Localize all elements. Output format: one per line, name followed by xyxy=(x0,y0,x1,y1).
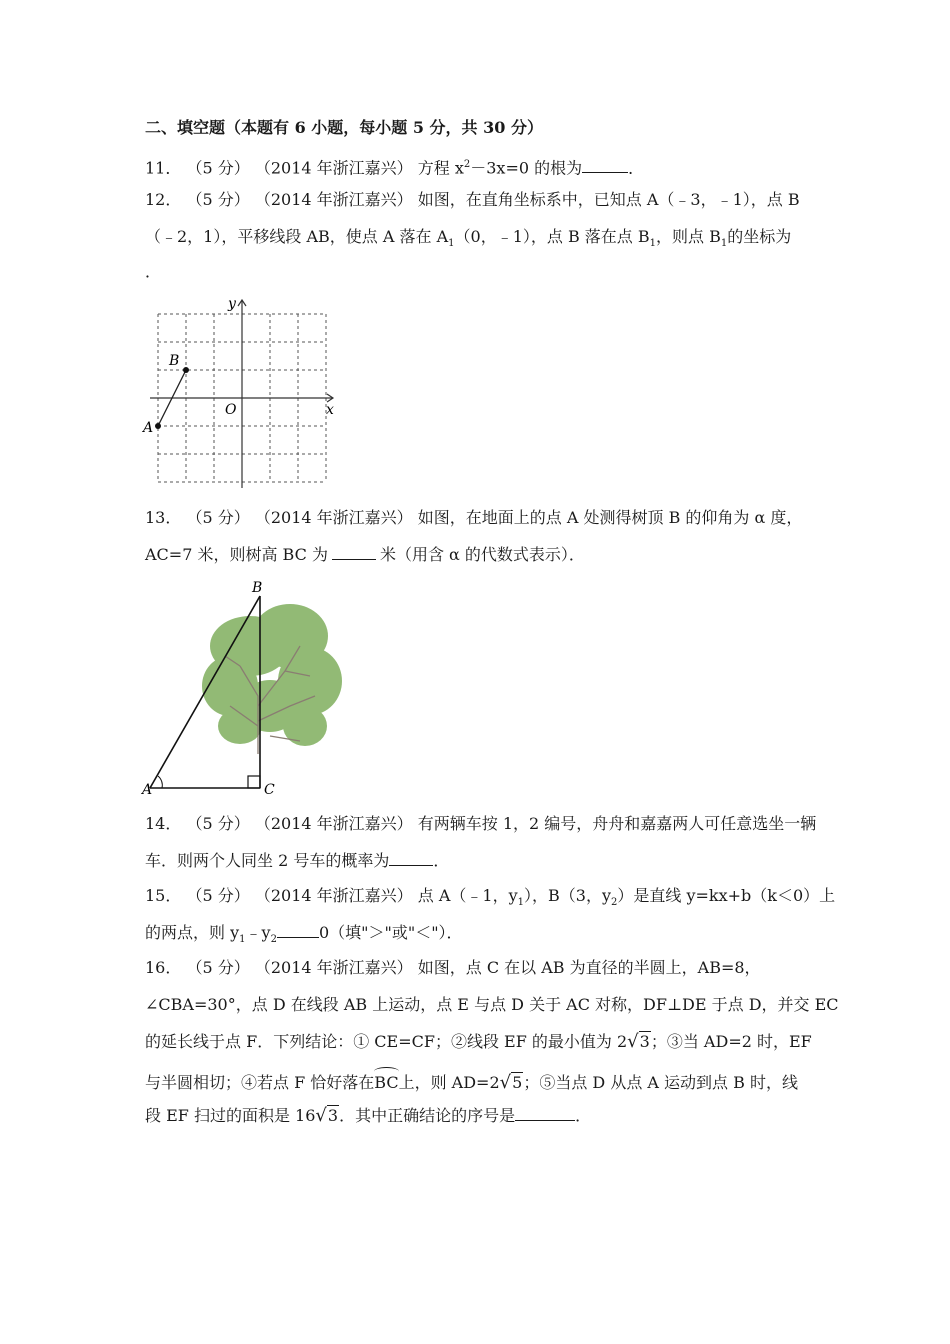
q14-number: 14． xyxy=(145,814,182,833)
q12-text-3: ． xyxy=(145,262,162,281)
q12-text-1: 如图，在直角坐标系中，已知点 A（﹣3，﹣1），点 B xyxy=(417,190,800,209)
q12-number: 12． xyxy=(145,190,182,209)
q15-text-2a: 的两点，则 y xyxy=(145,923,240,942)
q14-answer-blank[interactable] xyxy=(389,851,433,866)
q11-exponent: 2 xyxy=(463,159,471,170)
q15-text-2c: 0（填"＞"或"＜"）． xyxy=(318,923,463,942)
sqrt-3-a: √3 xyxy=(627,1031,650,1052)
q15-number: 15． xyxy=(145,886,182,905)
q12-sub-2: 1 xyxy=(649,238,657,250)
q13-number: 13． xyxy=(145,508,182,527)
q12-text-2b: （0，﹣1），点 B 落在点 B xyxy=(454,227,650,246)
q16-text-3b: ；③当 AD=2 时，EF xyxy=(650,1032,812,1051)
q15-text-1b: ），B（3，y xyxy=(524,886,611,905)
q15-score: （5 分） xyxy=(186,886,250,905)
q16-number: 16． xyxy=(145,958,182,977)
label-b: B xyxy=(169,353,180,369)
q13-tree-figure xyxy=(140,576,380,798)
question-15-line-1 xyxy=(145,886,835,913)
q11-text-b: －3x=0 的根为 xyxy=(470,158,583,178)
q11-number: 11． xyxy=(145,158,182,178)
arc-bc: BC xyxy=(374,1069,398,1093)
sqrt-3-b: √3 xyxy=(315,1105,339,1126)
label-y: y xyxy=(228,296,236,312)
q15-sub-3: 1 xyxy=(239,934,246,946)
q12-coordinate-figure xyxy=(140,292,350,492)
label-x: x xyxy=(326,402,334,418)
q16-text-5b: ．其中正确结论的序号是 xyxy=(339,1106,516,1125)
question-13-line-1 xyxy=(145,508,802,528)
q16-score: （5 分） xyxy=(186,958,250,977)
q13-text-2a: AC=7 米，则树高 BC 为 xyxy=(145,545,328,564)
q14-text-1: 有两辆车按 1，2 编号，舟舟和嘉嘉两人可任意选坐一辆 xyxy=(417,814,817,833)
label-b: B xyxy=(252,580,263,596)
q15-sub-4: 2 xyxy=(270,934,277,946)
question-11 xyxy=(145,155,644,178)
question-12-line-1 xyxy=(145,190,800,210)
q13-score: （5 分） xyxy=(186,508,250,527)
sqrt-5: √5 xyxy=(499,1072,523,1093)
question-14-line-1 xyxy=(145,814,816,834)
question-14-line-2 xyxy=(145,851,449,871)
q16-text-4a: 与半圆相切；④若点 F 恰好落在 xyxy=(145,1073,375,1092)
question-16-line-2 xyxy=(145,995,839,1015)
q14-source: （2014 年浙江嘉兴） xyxy=(254,814,413,833)
label-origin: O xyxy=(225,402,237,418)
q16-text-4c: ；⑤当点 D 从点 A 运动到点 B 时，线 xyxy=(523,1073,798,1092)
q16-text-5a: 段 EF 扫过的面积是 16 xyxy=(145,1106,316,1125)
question-15-line-2 xyxy=(145,923,463,950)
q16-text-4b: 上，则 AD=2 xyxy=(398,1073,500,1092)
q13-text-1: 如图，在地面上的点 A 处测得树顶 B 的仰角为 α 度， xyxy=(417,508,803,527)
q14-text-2a: 车．则两个人同坐 2 号车的概率为 xyxy=(145,851,390,870)
q12-text-2c: ，则点 B xyxy=(656,227,721,246)
question-16-line-5 xyxy=(145,1106,591,1126)
q16-text-2: ∠CBA=30°，点 D 在线段 AB 上运动，点 E 与点 D 关于 AC 对称，DF⊥DE 于点 D，并交 EC xyxy=(145,995,839,1014)
label-a: A xyxy=(143,420,154,436)
question-12-line-3 xyxy=(145,262,161,282)
label-a: A xyxy=(142,782,153,798)
q11-source: （2014 年浙江嘉兴） xyxy=(254,158,413,178)
q11-answer-blank[interactable] xyxy=(582,158,628,173)
q12-score: （5 分） xyxy=(186,190,250,209)
tree-foliage-illustration xyxy=(202,604,342,746)
q16-text-3a: 的延长线于点 F．下列结论：① CE=CF；②线段 EF 的最小值为 2 xyxy=(145,1032,628,1051)
q15-sub-2: 2 xyxy=(610,897,618,909)
label-c: C xyxy=(264,782,275,798)
q16-source: （2014 年浙江嘉兴） xyxy=(254,958,413,977)
q16-answer-blank[interactable] xyxy=(515,1106,575,1121)
point-b xyxy=(183,367,189,373)
question-16-line-4 xyxy=(145,1069,798,1093)
q13-source: （2014 年浙江嘉兴） xyxy=(254,508,413,527)
axes xyxy=(150,300,333,488)
q15-sub-1: 1 xyxy=(517,897,524,909)
q15-text-1c: ）是直线 y=kx+b（k＜0）上 xyxy=(617,886,836,905)
q11-text: 方程 x xyxy=(417,158,464,178)
question-16-line-3 xyxy=(145,1032,812,1052)
q15-text-1a: 点 A（﹣1，y xyxy=(417,886,518,905)
q15-answer-blank[interactable] xyxy=(277,923,319,938)
question-12-line-2 xyxy=(145,227,791,254)
q12-sub-1: 1 xyxy=(448,238,455,250)
q15-source: （2014 年浙江嘉兴） xyxy=(254,886,413,905)
q13-answer-blank[interactable] xyxy=(332,545,376,560)
q14-score: （5 分） xyxy=(186,814,250,833)
q15-text-2b: ﹣y xyxy=(245,923,271,942)
q12-source: （2014 年浙江嘉兴） xyxy=(254,190,413,209)
q11-score: （5 分） xyxy=(186,158,250,178)
q16-text-5c: ． xyxy=(575,1106,592,1125)
point-a xyxy=(155,423,161,429)
q12-text-2d: 的坐标为 xyxy=(727,227,792,246)
section-heading: 二、填空题（本题有 6 小题，每小题 5 分，共 30 分） xyxy=(145,118,543,137)
q12-text-2a: （﹣2，1），平移线段 AB，使点 A 落在 A xyxy=(145,227,449,246)
question-13-line-2 xyxy=(145,545,585,565)
q16-text-1: 如图，点 C 在以 AB 为直径的半圆上，AB=8， xyxy=(417,958,761,977)
q13-text-2b: 米（用含 α 的代数式表示）． xyxy=(379,545,585,564)
q11-end: ． xyxy=(628,158,645,178)
q14-text-2b: ． xyxy=(433,851,450,870)
question-16-line-1 xyxy=(145,958,761,978)
q12-sub-3: 1 xyxy=(720,238,728,250)
